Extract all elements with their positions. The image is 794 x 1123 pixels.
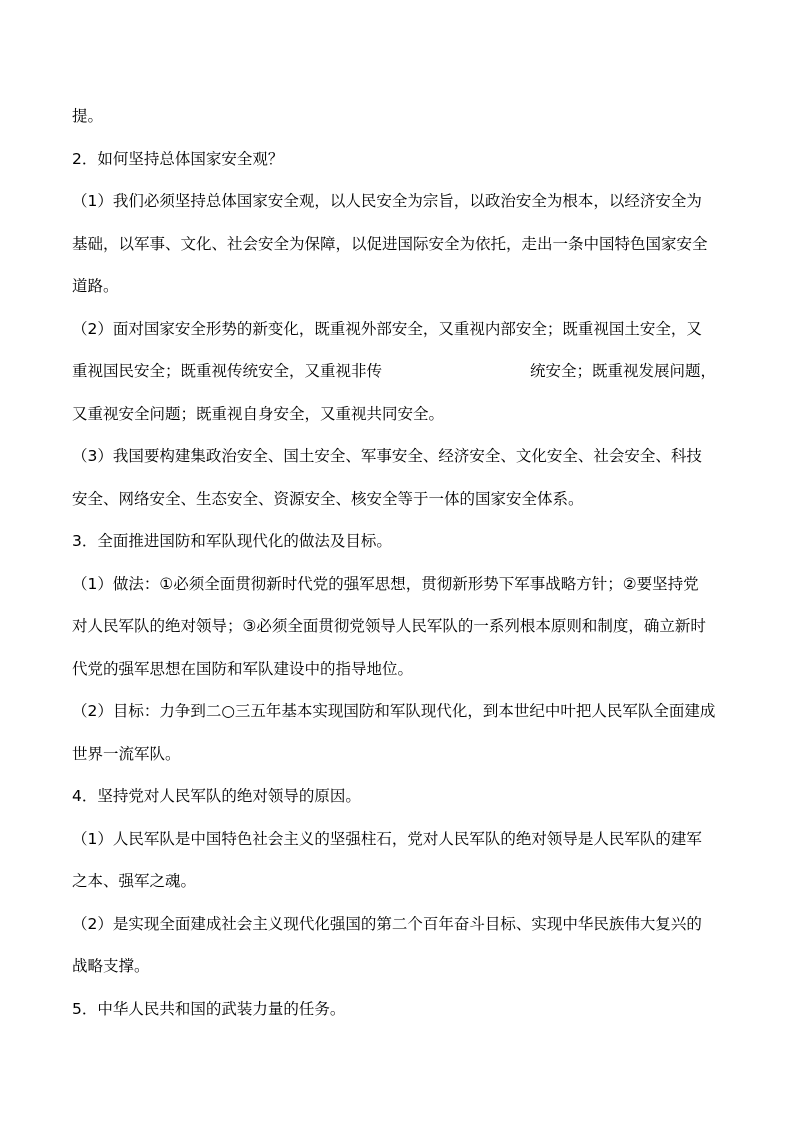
section-heading-4: 4．坚持党对人民军队的绝对领导的原因。: [72, 787, 361, 805]
text-fragment: 统安全；既重视发展问题，: [530, 362, 717, 380]
text-line: 战略支撑。: [72, 957, 150, 975]
text-line: （2）面对国家安全形势的新变化，既重视外部安全，又重视内部安全；既重视国土安全，又: [72, 320, 702, 338]
text-line: 道路。: [72, 277, 119, 295]
section-heading-3: 3．全面推进国防和军队现代化的做法及目标。: [72, 532, 392, 550]
text-line: （3）我国要构建集政治安全、国土安全、军事安全、经济安全、文化安全、社会安全、科技: [72, 447, 702, 465]
section-heading-5: 5．中华人民共和国的武装力量的任务。: [72, 1000, 346, 1018]
text-line: （1）我们必须坚持总体国家安全观，以人民安全为宗旨，以政治安全为根本，以经济安全为: [72, 192, 702, 210]
text-line: （1）做法：①必须全面贯彻新时代党的强军思想，贯彻新形势下军事战略方针；②要坚持党: [72, 575, 699, 593]
text-fragment: 重视国民安全；既重视传统安全，又重视非传: [72, 362, 383, 380]
text-line: （2）是实现全面建成社会主义现代化强国的第二个百年奋斗目标、实现中华民族伟大复兴的: [72, 915, 702, 933]
text-line: 又重视安全问题；既重视自身安全，又重视共同安全。: [72, 405, 445, 423]
text-line: 代党的强军思想在国防和军队建设中的指导地位。: [72, 660, 414, 678]
text-line: （2）目标：力争到二○三五年基本实现国防和军队现代化，到本世纪中叶把人民军队全面建成: [72, 702, 716, 720]
text-line: （1）人民军队是中国特色社会主义的坚强柱石，党对人民军队的绝对领导是人民军队的建军: [72, 830, 702, 848]
text-line: 之本、强军之魂。: [72, 872, 197, 890]
text-line: 对人民军队的绝对领导；③必须全面贯彻党领导人民军队的一系列根本原则和制度，确立新时: [72, 617, 706, 635]
text-line: 安全、网络安全、生态安全、资源安全、核安全等于一体的国家安全体系。: [72, 490, 584, 508]
text-line: 世界一流军队。: [72, 745, 181, 763]
section-heading-2: 2．如何坚持总体国家安全观？: [72, 150, 284, 168]
text-line: [72, 361, 382, 381]
text-line: 基础，以军事、文化、社会安全为保障，以促进国际安全为依托，走出一条中国特色国家安全: [72, 235, 708, 253]
text-line: 提。: [72, 107, 104, 125]
